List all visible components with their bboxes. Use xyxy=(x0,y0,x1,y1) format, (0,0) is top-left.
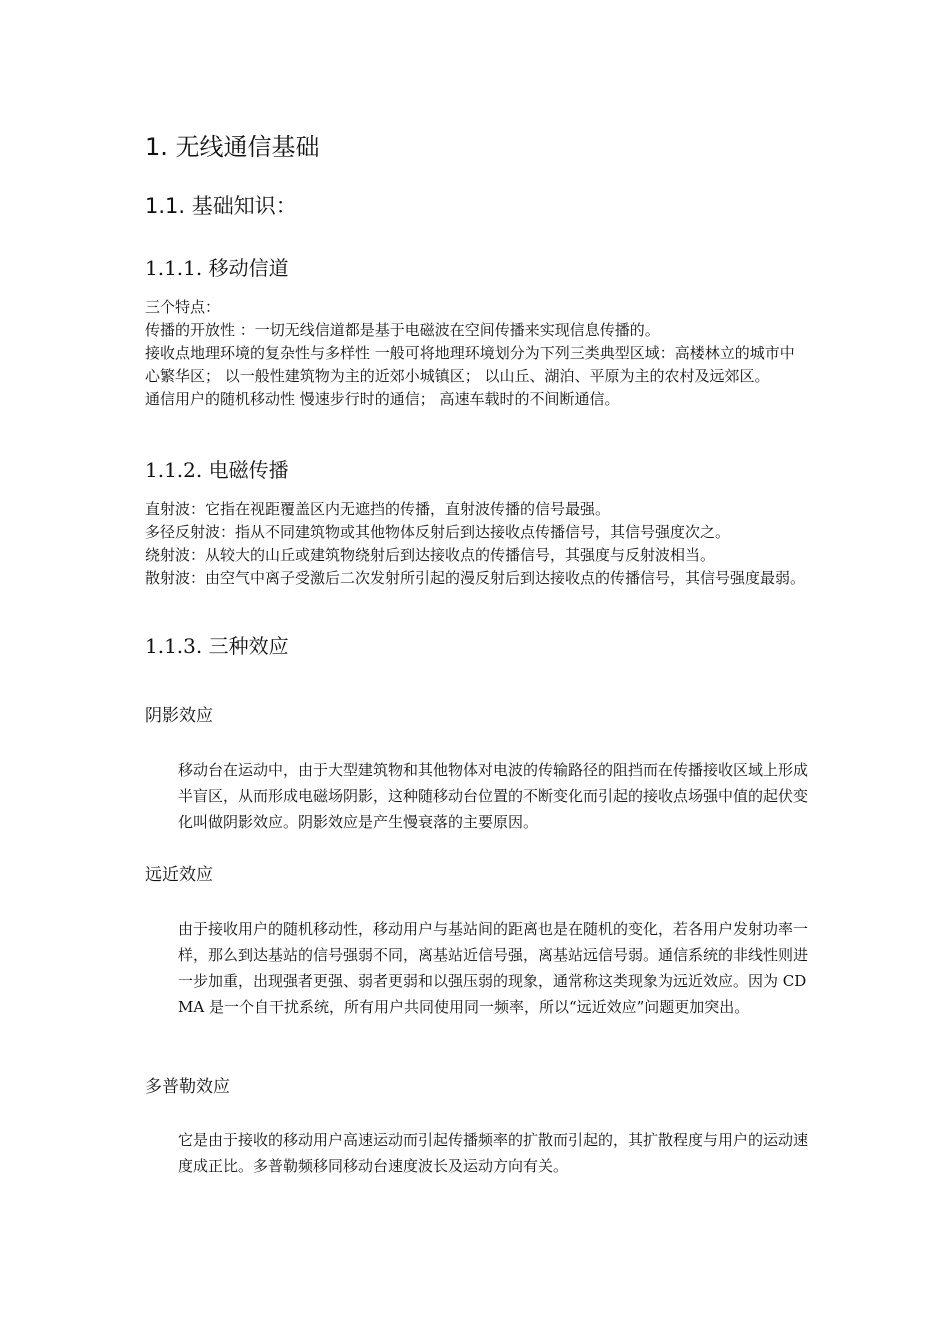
subsection-heading-three-effects xyxy=(145,630,289,659)
paragraph-line: 绕射波：从较大的山丘或建筑物绕射后到达接收点的传播信号，其强度与反射波相当。 xyxy=(145,546,716,564)
paragraph-line: 传播的开放性 ：一切无线信道都是基于电磁波在空间传播来实现信息传播的。 xyxy=(145,321,660,339)
em-propagation-body xyxy=(145,498,809,590)
subsection-title: 电磁传播 xyxy=(208,458,289,482)
subsection-heading-em-propagation xyxy=(145,454,289,483)
chapter-heading: 1. 无线通信基础 xyxy=(145,133,320,161)
section-heading: 1.1. 基础知识： xyxy=(145,194,297,218)
subsection-number: 1.1.3. xyxy=(145,634,203,658)
paragraph-line: 接收点地理环境的复杂性与多样性 一般可将地理环境划分为下列三类典型区域：高楼林立的城市中心繁华区； 以一般性建筑物为主的近郊小城镇区； 以山丘、湖泊、平原为主的农村及远郊区。 xyxy=(145,344,795,385)
effect-text-near-far: 由于接收用户的随机移动性，移动用户与基站间的距离也是在随机的变化，若各用户发射功率一样，那么到达基站的信号强弱不同，离基站近信号强，离基站远信号弱。通信系统的非线性则进一步加重，出现强者更强、弱者更弱和以强压弱的现象，通常称这类现象为远近效应。因为 CDMA 是一个自干扰系统，所有用户共同使用同一频率，所以“远近效应”问题更加突出。 xyxy=(178,920,809,1016)
subsection-number: 1.1.2. xyxy=(145,458,203,482)
paragraph-line: 三个特点： xyxy=(145,298,221,316)
mobile-channel-body xyxy=(145,296,809,411)
subsection-heading-mobile-channel xyxy=(145,252,289,281)
effect-heading-near-far: 远近效应 xyxy=(145,865,213,885)
effect-text-shadow: 移动台在运动中，由于大型建筑物和其他物体对电波的传输路径的阻挡而在传播接收区域上形成半盲区，从而形成电磁场阴影，这种随移动台位置的不断变化而引起的接收点场强中值的起伏变化叫做阴影效应。阴影效应是产生慢衰落的主要原因。 xyxy=(178,761,809,831)
subsection-title: 移动信道 xyxy=(208,256,289,280)
subsection-title: 三种效应 xyxy=(208,634,289,658)
effect-heading-shadow: 阴影效应 xyxy=(145,706,213,726)
paragraph-line: 直射波：它指在视距覆盖区内无遮挡的传播，直射波传播的信号最强。 xyxy=(145,500,611,518)
effect-heading-doppler: 多普勒效应 xyxy=(145,1077,230,1097)
paragraph-line: 通信用户的随机移动性 慢速步行时的通信； 高速车载时的不间断通信。 xyxy=(145,390,620,408)
subsection-number: 1.1.1. xyxy=(145,256,203,280)
effect-text-doppler: 它是由于接收的移动用户高速运动而引起传播频率的扩散而引起的，其扩散程度与用户的运动速度成正比。多普勒频移同移动台速度波长及运动方向有关。 xyxy=(178,1131,809,1175)
paragraph-line: 多径反射波：指从不同建筑物或其他物体反射后到达接收点传播信号，其信号强度次之。 xyxy=(145,523,731,541)
paragraph-line: 散射波：由空气中离子受激后二次发射所引起的漫反射后到达接收点的传播信号，其信号强度最弱。 xyxy=(145,569,806,587)
